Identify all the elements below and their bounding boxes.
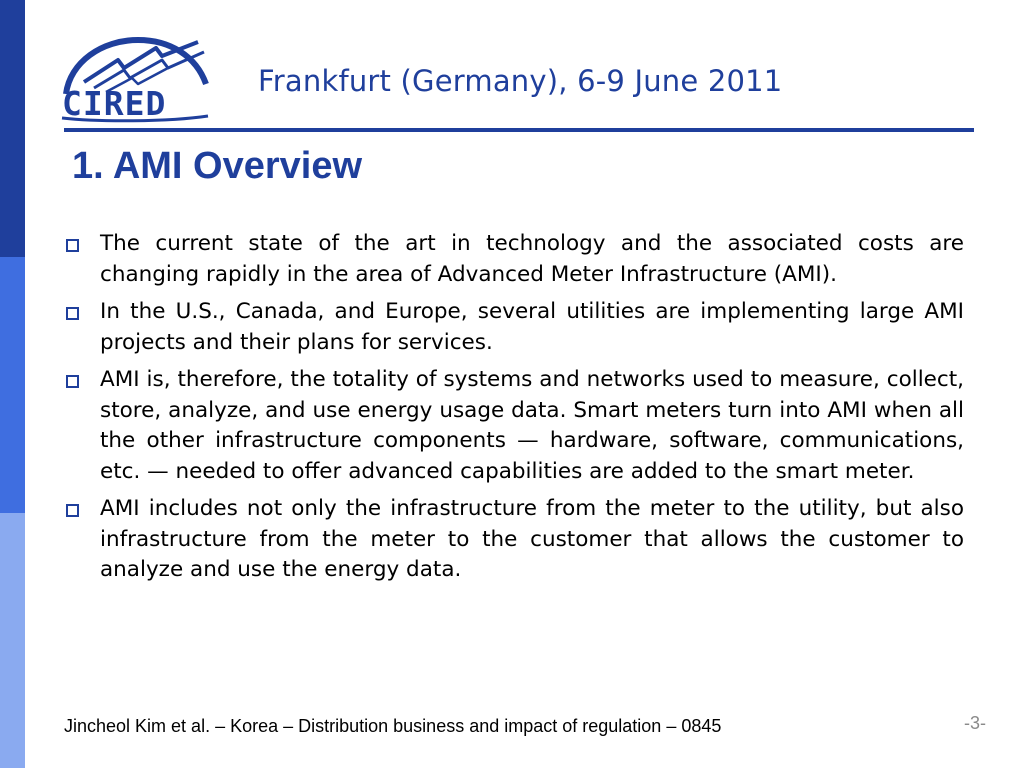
bullet-item: [62, 297, 964, 358]
bullet-item: [62, 494, 964, 586]
page-number: -3-: [964, 713, 986, 733]
logo-wordmark: CIRED: [62, 84, 167, 123]
hollow-square-bullet-icon: [66, 239, 79, 252]
left-color-bar: [0, 0, 25, 768]
bullet-item: [62, 229, 964, 290]
hollow-square-bullet-icon: [66, 307, 79, 320]
bullet-text: The current state of the art in technology and the associated costs are changing rapidly in the area of Advanced Meter Infrastructure (AMI).: [100, 231, 964, 287]
bullet-text: In the U.S., Canada, and Europe, several utilities are implementing large AMI projects and their plans for services.: [100, 299, 964, 355]
header-divider: [64, 128, 974, 132]
hollow-square-bullet-icon: [66, 375, 79, 388]
cired-logo-icon: [58, 32, 216, 124]
color-bar-mid-segment: [0, 257, 25, 513]
slide-title: 1. AMI Overview: [72, 145, 363, 187]
color-bar-dark-segment: [0, 0, 25, 257]
conference-title: Frankfurt (Germany), 6-9 June 2011: [258, 64, 783, 98]
bullet-text: AMI is, therefore, the totality of systems and networks used to measure, collect, store, analyze, and use energy usage data. Smart meters turn into AMI when all the other infrastructure components — hardware, software, communications, etc. — needed to offer advanced capabilities are added to the smart meter.: [100, 367, 964, 484]
color-bar-light-segment: [0, 513, 25, 768]
bullet-list: [62, 229, 964, 593]
bullet-item: [62, 365, 964, 487]
footer-citation: Jincheol Kim et al. – Korea – Distribution business and impact of regulation – 0845: [64, 716, 722, 736]
hollow-square-bullet-icon: [66, 504, 79, 517]
bullet-text: AMI includes not only the infrastructure from the meter to the utility, but also infrastructure from the meter to the customer that allows the customer to analyze and use the energy data.: [100, 496, 964, 582]
